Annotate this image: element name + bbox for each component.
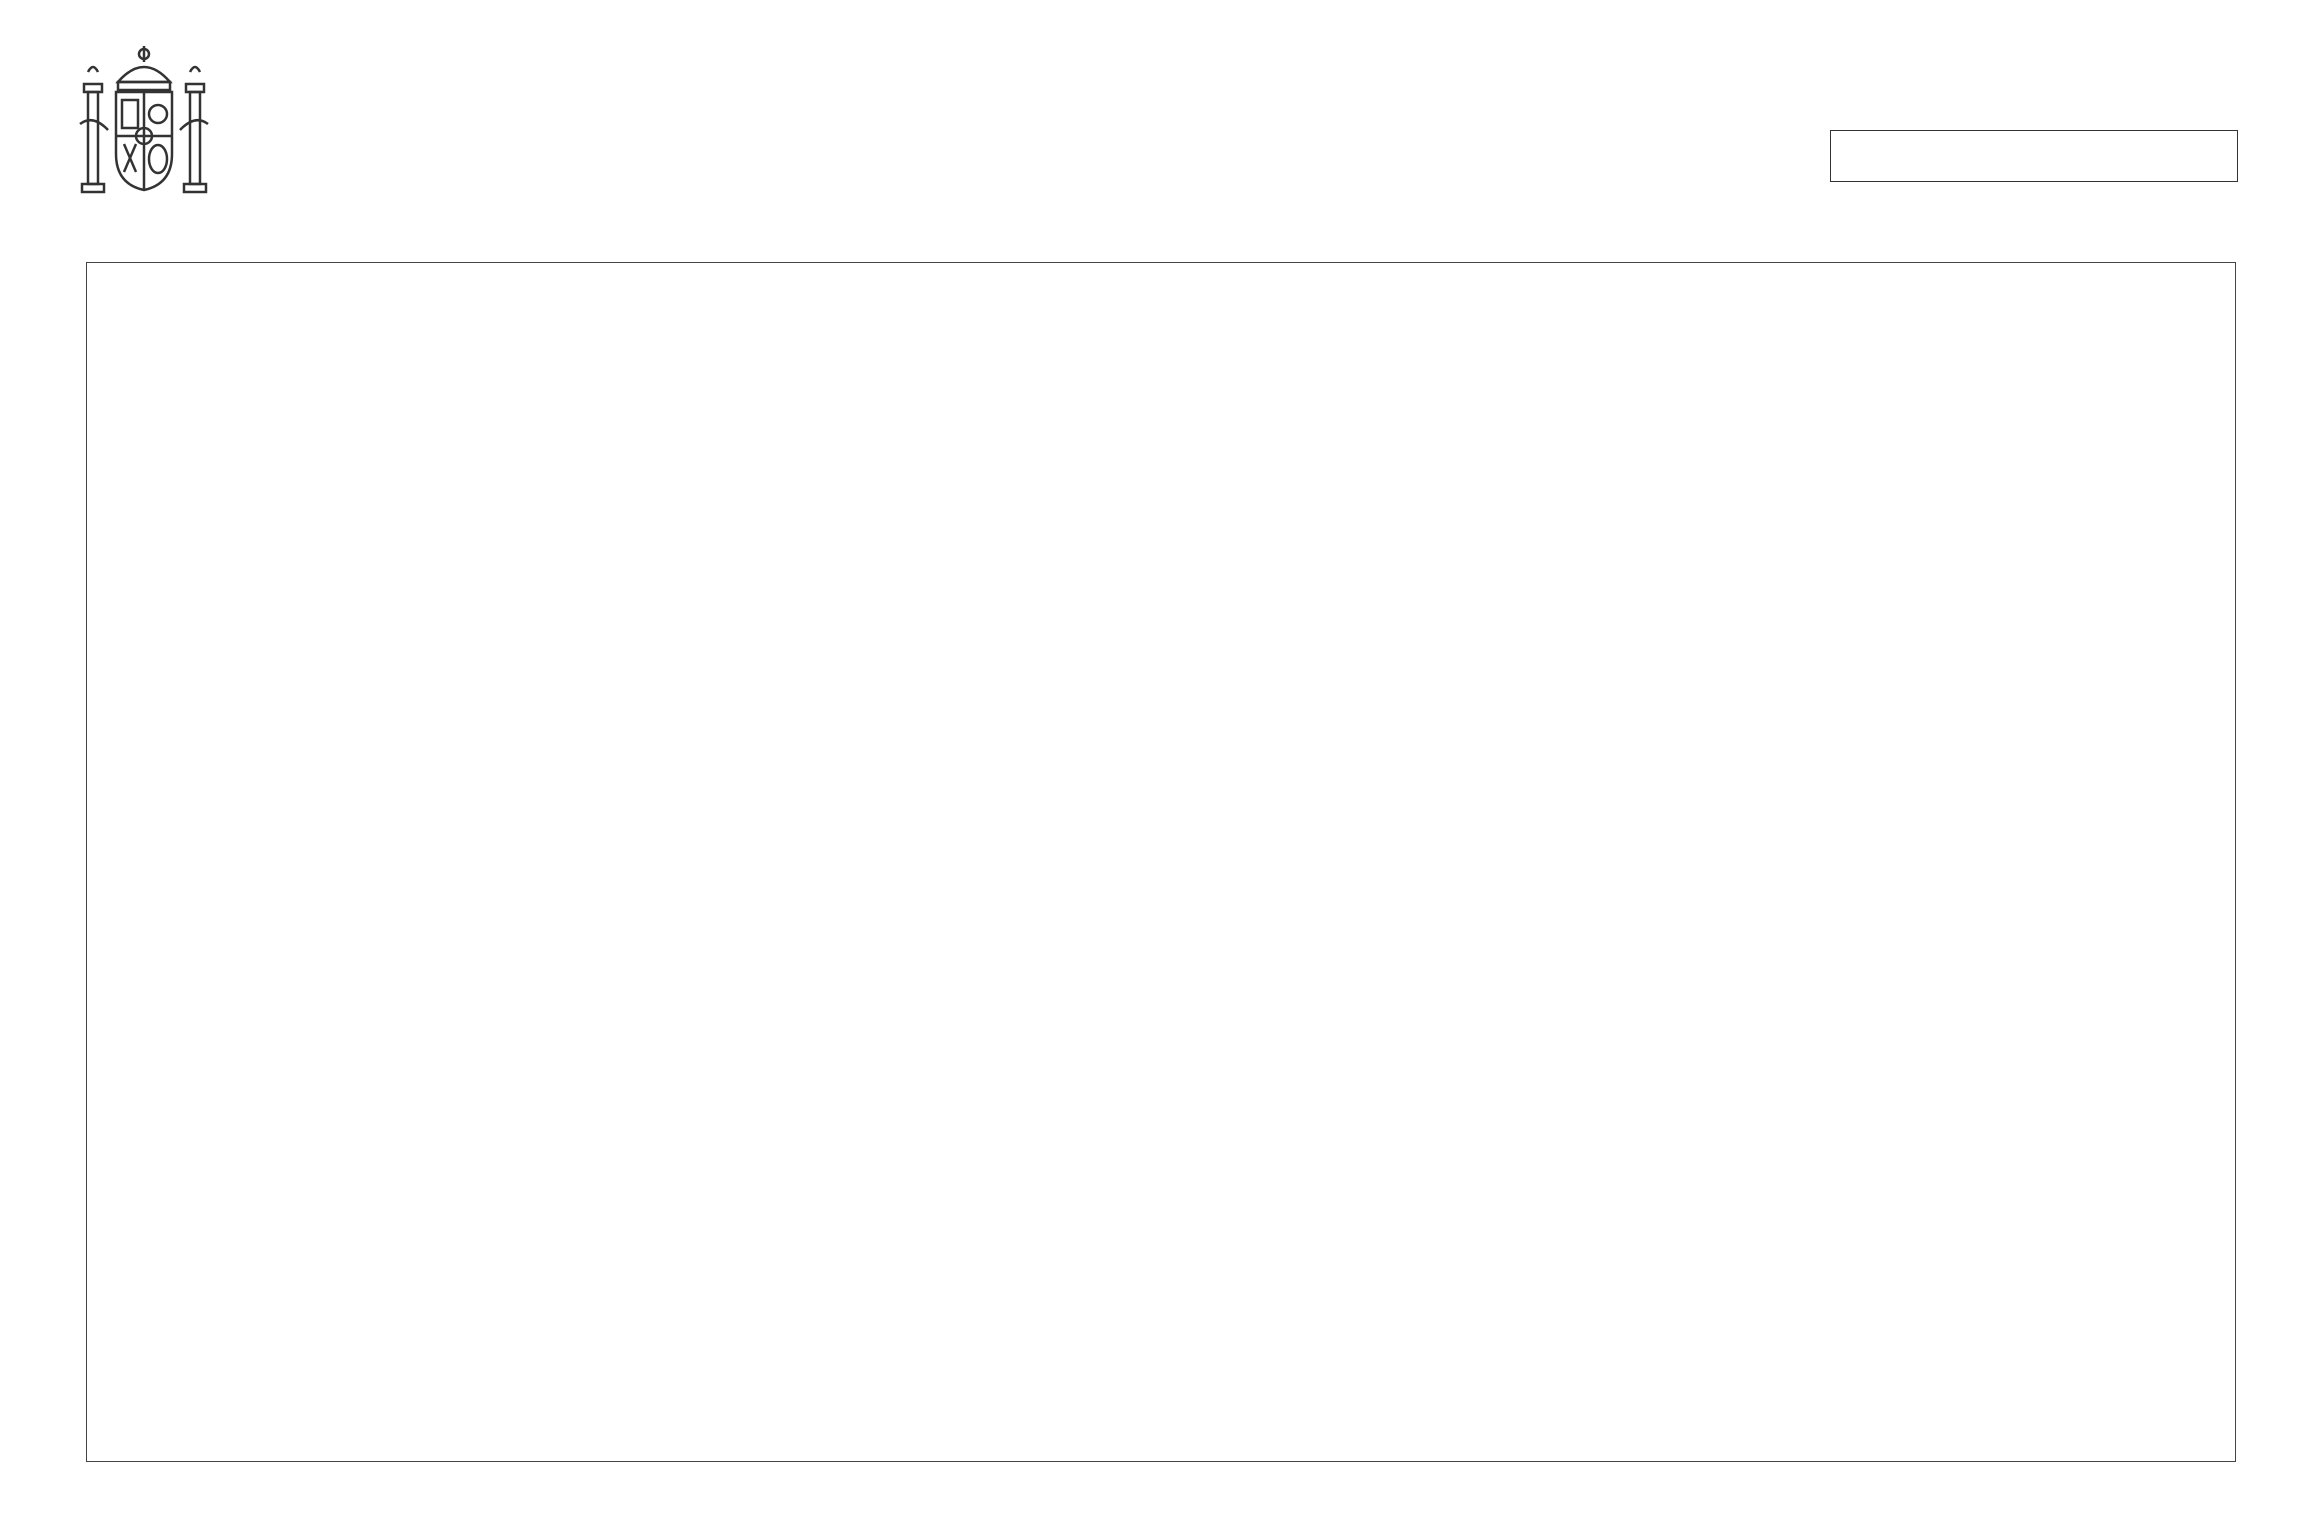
intervencion-box xyxy=(1830,130,2238,182)
budget-table xyxy=(86,262,2236,1462)
coat-of-arms-emblem xyxy=(78,44,210,196)
